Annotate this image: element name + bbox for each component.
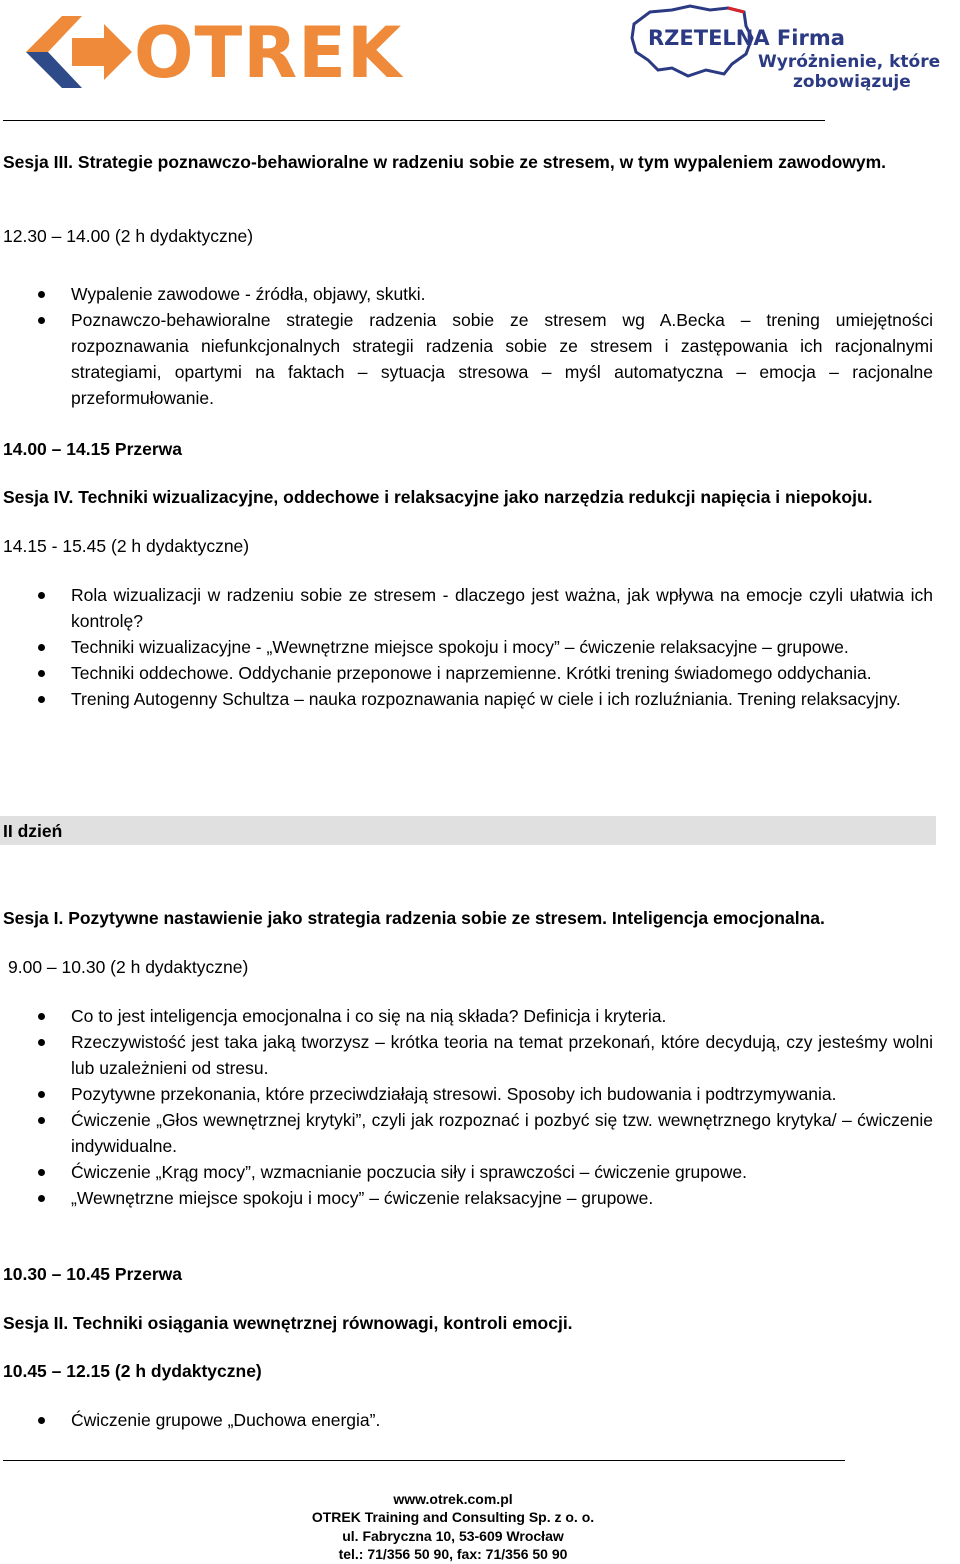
- list-item: Rzeczywistość jest taka jaką tworzysz – krótka teoria na temat przekonań, które decydują, czy jesteśmy wolni lub uzależnieni od stresu.: [0, 1029, 933, 1081]
- day2-session-1-time: 9.00 – 10.30 (2 h dydaktyczne): [8, 957, 249, 977]
- session-4-time: 14.15 - 15.45 (2 h dydaktyczne): [3, 536, 250, 556]
- otrek-arrow-icon: [26, 12, 136, 92]
- session-3-list: [0, 281, 933, 411]
- break-2: 10.30 – 10.45 Przerwa: [3, 1264, 183, 1284]
- session-3-time: 12.30 – 14.00 (2 h dydaktyczne): [3, 226, 254, 246]
- break-1: 14.00 – 14.15 Przerwa: [3, 439, 183, 459]
- list-item: Trening Autogenny Schultza – nauka rozpoznawania napięć w ciele i ich rozluźniania. Trening relaksacyjny.: [0, 686, 933, 712]
- day2-session-2-label: Sesja II.: [3, 1313, 69, 1333]
- day2-session-2-time: 10.45 – 12.15 (2 h dydaktyczne): [3, 1361, 262, 1381]
- session-4-label: Sesja IV.: [3, 487, 74, 507]
- list-item: Ćwiczenie „Krąg mocy”, wzmacnianie poczucia siły i sprawczości – ćwiczenie grupowe.: [0, 1159, 933, 1185]
- header-divider: [3, 120, 825, 121]
- footer-phone: tel.: 71/356 50 90, fax: 71/356 50 90: [338, 1546, 568, 1562]
- list-item: Ćwiczenie grupowe „Duchowa energia”.: [0, 1407, 933, 1433]
- session-4-title: [3, 484, 873, 510]
- session-4-topic: Techniki wizualizacyjne, oddechowe i relaksacyjne jako narzędzia redukcji napięcia i niepokoju.: [73, 487, 873, 507]
- session-3-topic: Strategie poznawczo-behawioralne w radzeniu sobie ze stresem, w tym wypaleniem zawodowym.: [73, 152, 887, 172]
- day2-session-1-title: [3, 905, 825, 931]
- day2-session-1-label: Sesja I.: [3, 908, 64, 928]
- otrek-logo-text: OTREK: [134, 12, 403, 94]
- footer-divider: [3, 1460, 845, 1461]
- list-item: „Wewnętrzne miejsce spokoju i mocy” – ćwiczenie relaksacyjne – grupowe.: [0, 1185, 933, 1211]
- day2-session-2-list: [0, 1407, 933, 1433]
- footer-website: www.otrek.com.pl: [393, 1491, 513, 1507]
- footer-address: ul. Fabryczna 10, 53-609 Wrocław: [342, 1528, 564, 1544]
- day2-session-2-title: [3, 1310, 573, 1336]
- footer-company: OTREK Training and Consulting Sp. z o. o.: [311, 1509, 595, 1525]
- session-3-title: [3, 149, 886, 175]
- list-item: Techniki oddechowe. Oddychanie przeponowe i naprzemienne. Krótki trening świadomego oddychania.: [0, 660, 933, 686]
- day2-session-1-list: [0, 1003, 933, 1211]
- day-2-heading-band: [0, 816, 936, 845]
- day2-session-2-topic: Techniki osiągania wewnętrznej równowagi, kontroli emocji.: [68, 1313, 573, 1333]
- session-4-list: [0, 582, 933, 712]
- list-item: Co to jest inteligencja emocjonalna i co się na nią składa? Definicja i kryteria.: [0, 1003, 933, 1029]
- list-item: Ćwiczenie „Głos wewnętrznej krytyki”, czyli jak rozpoznać i pozbyć się tzw. wewnętrznego krytyka/ – ćwiczenie indywidualne.: [0, 1107, 933, 1159]
- list-item: Techniki wizualizacyjne - „Wewnętrzne miejsce spokoju i mocy” – ćwiczenie relaksacyjne – grupowe.: [0, 634, 933, 660]
- badge-subtitle-1: Wyróżnienie, które: [758, 52, 941, 72]
- list-item: Pozytywne przekonania, które przeciwdziałają stresowi. Sposoby ich budowania i podtrzymywania.: [0, 1081, 933, 1107]
- session-3-label: Sesja III.: [3, 152, 74, 172]
- list-item: Rola wizualizacji w radzeniu sobie ze stresem - dlaczego jest ważna, jak wpływa na emocje czyli ułatwia ich kontrolę?: [0, 582, 933, 634]
- day2-session-1-topic: Pozytywne nastawienie jako strategia radzenia sobie ze stresem. Inteligencja emocjonalna.: [63, 908, 825, 928]
- day-2-heading: II dzień: [3, 821, 63, 841]
- rzetelna-firma-badge: [628, 4, 958, 94]
- list-item: Wypalenie zawodowe - źródła, objawy, skutki.: [0, 281, 933, 307]
- badge-subtitle-2: zobowiązuje: [793, 72, 911, 92]
- otrek-logo: [26, 12, 403, 94]
- badge-title: RZETELNA Firma: [648, 26, 845, 50]
- list-item: Poznawczo-behawioralne strategie radzenia sobie ze stresem wg A.Becka – trening umiejętności rozpoznawania niefunkcjonalnych strategii radzenia sobie ze stresem i zastępowania ich racjonalnymi strategiami, opartymi na faktach – sytuacja stresowa – myśl automatyczna – emocja – racjonalne przeformułowanie.: [0, 307, 933, 411]
